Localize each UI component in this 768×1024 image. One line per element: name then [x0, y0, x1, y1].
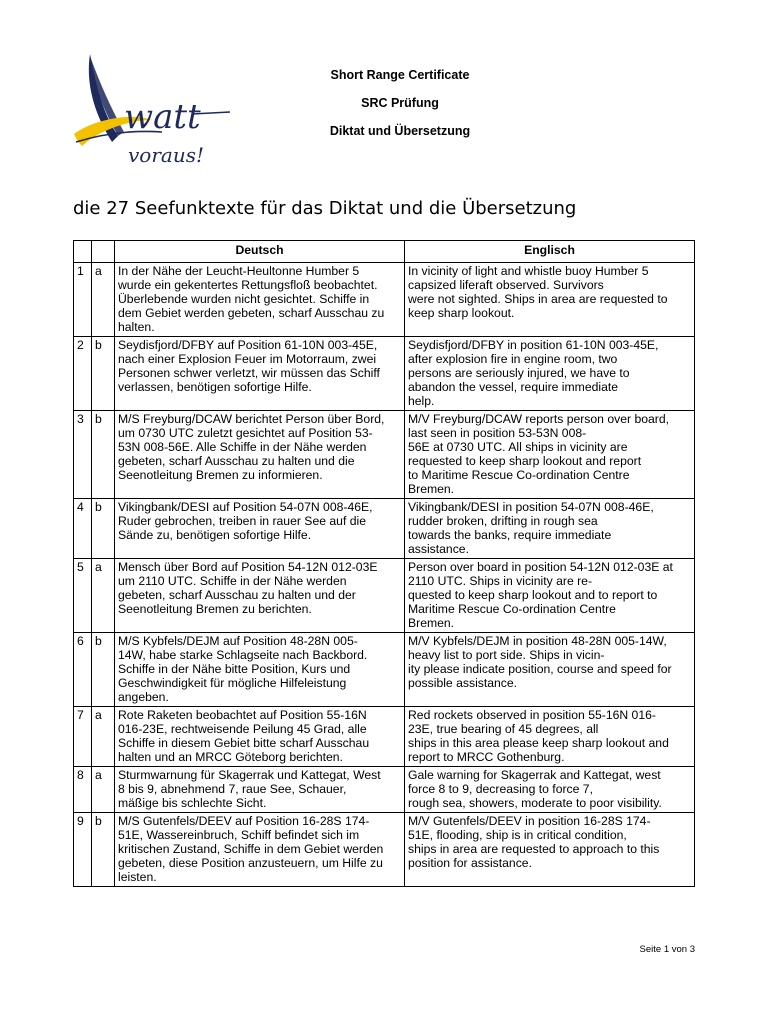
- row-deutsch-text: Mensch über Bord auf Position 54-12N 012-03E um 2110 UTC. Schiffe in der Nähe werden gebeten, scharf Ausschau zu halten und der Seenotleitung Bremen zu berichten.: [115, 559, 405, 633]
- row-englisch-text: M/V Freyburg/DCAW reports person over board, last seen in position 53-53N 008- 56E at 0730 UTC. All ships in vicinity are requested to keep sharp lookout and report to Maritime Rescue Co-ordination Centre Bremen.: [405, 411, 695, 499]
- row-number: 5: [74, 559, 92, 633]
- table-row: [74, 633, 695, 707]
- row-deutsch-text: Sturmwarnung für Skagerrak und Kattegat, West 8 bis 9, abnehmend 7, raue See, Schauer, mäßige bis schlechte Sicht.: [115, 767, 405, 813]
- row-number: 2: [74, 337, 92, 411]
- table-row: [74, 263, 695, 337]
- row-englisch-text: Red rockets observed in position 55-16N 016- 23E, true bearing of 45 degrees, all ships in this area please keep sharp lookout and report to MRCC Gothenburg.: [405, 707, 695, 767]
- table-row: [74, 411, 695, 499]
- row-englisch-text: In vicinity of light and whistle buoy Humber 5 capsized liferaft observed. Survivors were not sighted. Ships in area are requested to keep sharp lookout.: [405, 263, 695, 337]
- row-deutsch-text: In der Nähe der Leucht-Heultonne Humber 5 wurde ein gekentertes Rettungsfloß beobachtet. Überlebende wurden nicht gesichtet. Schiffe in dem Gebiet werden gebeten, scharf Ausschau zu halten.: [115, 263, 405, 337]
- row-letter: a: [92, 263, 115, 337]
- header-line-2: SRC Prüfung: [361, 96, 439, 110]
- document-title: die 27 Seefunktexte für das Diktat und die Übersetzung: [73, 198, 577, 219]
- row-deutsch-text: Seydisfjord/DFBY auf Position 61-10N 003-45E, nach einer Explosion Feuer im Motorraum, zwei Personen schwer verletzt, wir müssen das Schiff verlassen, benötigen sofortige Hilfe.: [115, 337, 405, 411]
- logo-word-voraus: voraus!: [128, 143, 205, 167]
- row-deutsch-text: M/S Kybfels/DEJM auf Position 48-28N 005- 14W, habe starke Schlagseite nach Backbord. Schiffe in der Nähe bitte Position, Kurs und Geschwindigkeit für mögliche Hilfeleistung angeben.: [115, 633, 405, 707]
- row-number: 6: [74, 633, 92, 707]
- row-letter: b: [92, 337, 115, 411]
- row-englisch-text: M/V Kybfels/DEJM in position 48-28N 005-14W, heavy list to port side. Ships in vicin- ity please indicate position, course and speed for possible assistance.: [405, 633, 695, 707]
- table-row: [74, 559, 695, 633]
- texts-table: [73, 240, 695, 887]
- row-number: 3: [74, 411, 92, 499]
- table-row: [74, 707, 695, 767]
- row-number: 9: [74, 813, 92, 887]
- row-deutsch-text: M/S Freyburg/DCAW berichtet Person über Bord, um 0730 UTC zuletzt gesichtet auf Position 53- 53N 008-56E. Alle Schiffe in der Nähe werden gebeten, scharf Ausschau zu halten und die Seenotleitung Bremen zu informieren.: [115, 411, 405, 499]
- header-line-3: Diktat und Übersetzung: [329, 124, 471, 138]
- row-letter: a: [92, 559, 115, 633]
- page-footer: Seite 1 von 3: [639, 944, 695, 955]
- row-deutsch-text: Rote Raketen beobachtet auf Position 55-16N 016-23E, rechtweisende Peilung 45 Grad, alle Schiffe in diesem Gebiet bitte scharf Ausschau halten und an MRCC Göteborg berichten.: [115, 707, 405, 767]
- row-number: 7: [74, 707, 92, 767]
- table-row: [74, 337, 695, 411]
- row-letter: b: [92, 813, 115, 887]
- col-header-englisch: Englisch: [405, 241, 695, 263]
- row-number: 8: [74, 767, 92, 813]
- row-englisch-text: Gale warning for Skagerrak and Kattegat, west force 8 to 9, decreasing to force 7, rough sea, showers, moderate to poor visibility.: [405, 767, 695, 813]
- row-englisch-text: Vikingbank/DESI in position 54-07N 008-46E, rudder broken, drifting in rough sea towards the banks, require immediate assistance.: [405, 499, 695, 559]
- row-letter: b: [92, 411, 115, 499]
- row-number: 4: [74, 499, 92, 559]
- row-englisch-text: Seydisfjord/DFBY in position 61-10N 003-45E, after explosion fire in engine room, two persons are seriously injured, we have to abandon the vessel, require immediate help.: [405, 337, 695, 411]
- table-row: [74, 499, 695, 559]
- logo-word-watt: watt: [124, 97, 201, 137]
- table-row: [74, 813, 695, 887]
- row-englisch-text: Person over board in position 54-12N 012-03E at 2110 UTC. Ships in vicinity are re- quested to keep sharp lookout and to report to Maritime Rescue Co-ordination Centre Bremen.: [405, 559, 695, 633]
- row-letter: a: [92, 707, 115, 767]
- row-letter: b: [92, 633, 115, 707]
- row-letter: a: [92, 767, 115, 813]
- col-header-number: [74, 241, 92, 263]
- row-number: 1: [74, 263, 92, 337]
- table-header-row: [74, 241, 695, 263]
- row-englisch-text: M/V Gutenfels/DEEV in position 16-28S 174- 51E, flooding, ship is in critical condition, ships in area are requested to approach to this position for assistance.: [405, 813, 695, 887]
- header-line-1: Short Range Certificate: [330, 68, 470, 82]
- row-deutsch-text: Vikingbank/DESI auf Position 54-07N 008-46E, Ruder gebrochen, treiben in rauer See auf die Sände zu, benötigen sofortige Hilfe.: [115, 499, 405, 559]
- table-row: [74, 767, 695, 813]
- col-header-letter: [92, 241, 115, 263]
- row-letter: b: [92, 499, 115, 559]
- col-header-deutsch: Deutsch: [115, 241, 405, 263]
- row-deutsch-text: M/S Gutenfels/DEEV auf Position 16-28S 174- 51E, Wassereinbruch, Schiff befindet sich im kritischen Zustand, Schiffe in dem Gebiet werden gebeten, diese Position anzusteuern, um Hilfe zu leisten.: [115, 813, 405, 887]
- watt-voraus-logo: [72, 50, 240, 170]
